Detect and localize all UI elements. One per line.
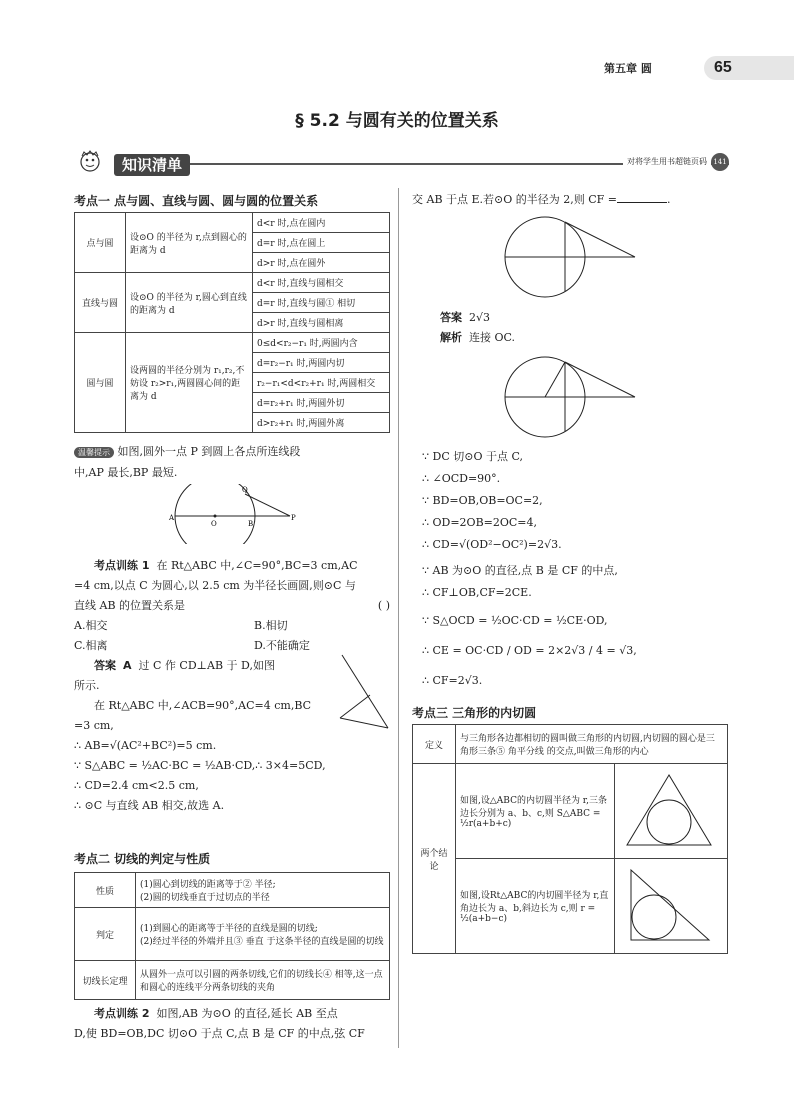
t1-case: d>r₂+r₁ 时,两圆外离	[253, 413, 390, 433]
t2-line: (1)到圆心的距离等于半径的直线是圆的切线;	[140, 924, 318, 934]
step: ∴ CF=2√3.	[422, 674, 483, 687]
t1-desc: 设⊙O 的半径为 r,圆心到直线的距离为 d	[126, 273, 253, 333]
ex1-option: D.不能确定	[254, 639, 310, 652]
ex2-line: 如图,AB 为⊙O 的直径,延长 AB 至点	[156, 1007, 338, 1020]
table-positions	[74, 212, 390, 433]
analysis-steps	[422, 446, 732, 692]
table-tangent	[74, 872, 390, 1000]
page-number: 65	[704, 56, 794, 80]
figure-right-incircle	[619, 865, 719, 945]
ex1-solution: 所示.	[74, 679, 100, 692]
t3-label: 两个结论	[413, 764, 456, 954]
knowledge-banner	[74, 150, 729, 178]
figure-ex2	[500, 210, 645, 305]
table-incircle	[412, 724, 728, 954]
ex1-solution: =3 cm,	[74, 719, 114, 732]
ex1-option: C.相离	[74, 639, 108, 652]
ex1-solution: ∴ CD=2.4 cm<2.5 cm,	[74, 779, 199, 792]
answer-value: 2√3	[469, 311, 491, 324]
t1-case: d=r 时,直线与圆① 相切	[253, 293, 390, 313]
step: ∵ BD=OB,OB=OC=2,	[422, 494, 543, 507]
tip-text-1: 如图,圆外一点 P 到圆上各点所连线段	[117, 445, 301, 458]
ex1-solution: ∵ S△ABC = ½AC·BC = ½AB·CD,∴ 3×4=5CD,	[74, 759, 326, 772]
triangle-abc	[627, 775, 711, 845]
ex1-solution: 过 C 作 CD⊥AB 于 D,如图	[138, 659, 275, 672]
fig-label-b: B	[248, 520, 254, 528]
chapter-label: 第五章 圆	[604, 62, 652, 75]
incircle	[647, 800, 691, 844]
ex2-continued: 交 AB 于点 E.若⊙O 的半径为 2,则 CF = .	[412, 193, 671, 206]
step: ∵ AB 为⊙O 的直径,点 B 是 CF 的中点,	[422, 564, 618, 577]
exercise-2	[74, 1004, 390, 1044]
analysis-label: 解析	[440, 331, 462, 344]
step: ∵ DC 切⊙O 于点 C,	[422, 450, 523, 463]
t1-case: d>r 时,点在圆外	[253, 253, 390, 273]
t1-case: d=r₂+r₁ 时,两圆外切	[253, 393, 390, 413]
step: ∴ CE = OC·CD / OD = 2×2√3 / 4 = √3,	[422, 644, 637, 657]
fig-label-o: O	[211, 520, 217, 528]
line-oc	[545, 362, 565, 397]
incircle	[632, 895, 676, 939]
t1-label: 直线与圆	[75, 273, 126, 333]
ex1-line: 在 Rt△ABC 中,∠C=90°,BC=3 cm,AC	[156, 559, 358, 572]
figure-ex2-analysis	[500, 350, 645, 445]
ex1-option: A.相交	[74, 619, 108, 632]
banner-title: 知识清单	[114, 154, 190, 176]
t3-conclusion: 如图,设△ABC的内切圆半径为 r,三条边长分别为 a、b、c,则 S△ABC = ½r(a+b+c)	[456, 764, 615, 859]
t1-case: 0≤d<r₂−r₁ 时,两圆内含	[253, 333, 390, 353]
fig-label-p: P	[291, 514, 296, 522]
step: ∵ S△OCD = ½OC·CD = ½CE·OD,	[422, 614, 608, 627]
t1-case: d=r 时,点在圆上	[253, 233, 390, 253]
step: ∴ CD=√(OD²−OC²)=2√3.	[422, 538, 562, 551]
t3-conclusion: 如图,设Rt△ABC的内切圆半径为 r,直角边长为 a、b,斜边长为 c,则 r = ½(a+b−c)	[456, 859, 615, 954]
line-cd	[565, 222, 635, 257]
fig-label-q: Q	[242, 486, 248, 494]
ex1-option: B.相切	[254, 619, 288, 632]
t1-case: d<r 时,直线与圆相交	[253, 273, 390, 293]
ex1-solution: ∴ AB=√(AC²+BC²)=5 cm.	[74, 739, 217, 752]
t2-label: 判定	[75, 908, 136, 961]
ex1-line: 直线 AB 的位置关系是	[74, 599, 186, 612]
analysis-row	[440, 328, 515, 348]
t1-label: 圆与圆	[75, 333, 126, 433]
section-title: § 5.2 与圆有关的位置关系	[295, 111, 499, 131]
tip-block	[74, 442, 390, 483]
t3-label: 定义	[413, 725, 456, 764]
analysis-first: 连接 OC.	[469, 331, 516, 344]
t1-desc: 设⊙O 的半径为 r,点到圆心的距离为 d	[126, 213, 253, 273]
ex2-line: D,使 BD=OB,DC 切⊙O 于点 C,点 B 是 CF 的中点,弦 CF	[74, 1027, 365, 1040]
t3-figure-cell	[615, 859, 728, 954]
ex1-line: =4 cm,以点 C 为圆心,以 2.5 cm 为半径长画圆,则⊙C 与	[74, 579, 356, 592]
line-cd	[565, 362, 635, 397]
tip-text-2: 中,AP 最长,BP 最短.	[74, 466, 178, 479]
t2-line: 从圆外一点可以引圆的两条切线,它们的切线长④ 相等,这一点和圆心的连线平分两条切线的夹角	[136, 961, 390, 1000]
t3-def: 与三角形各边都相切的圆叫做三角形的内切圆,内切圆的圆心是三角形三条⑤ 角平分线 的交点,叫做三角形的内心	[456, 725, 728, 764]
figure-triangle	[330, 650, 390, 730]
tip-tag: 温馨提示	[74, 447, 114, 458]
figure-point-circle	[160, 484, 300, 544]
t1-case: d>r 时,直线与圆相离	[253, 313, 390, 333]
center-dot	[214, 515, 217, 518]
column-divider	[398, 188, 399, 1048]
banner-link-text: 对将学生用书超链页码	[623, 156, 711, 167]
answer-blank	[617, 202, 667, 203]
t2-line: (1)圆心到切线的距离等于② 半径;	[140, 880, 276, 890]
t1-desc: 设两圆的半径分别为 r₁,r₂,不妨设 r₂>r₁,两圆圆心间的距离为 d	[126, 333, 253, 433]
k2-heading: 考点二 切线的判定与性质	[74, 852, 211, 866]
ex1-title: 考点训练 1	[94, 559, 150, 572]
step: ∴ ∠OCD=90°.	[422, 472, 501, 485]
t2-label: 性质	[75, 873, 136, 908]
t1-case: d<r 时,点在圆内	[253, 213, 390, 233]
t1-case: d=r₂−r₁ 时,两圆内切	[253, 353, 390, 373]
ex1-answer: A	[123, 659, 132, 672]
line-cd	[340, 695, 370, 718]
line-ab	[342, 655, 388, 728]
answer-label: 答案	[440, 311, 462, 324]
figure-incircle	[619, 770, 719, 850]
t1-label: 点与圆	[75, 213, 126, 273]
t2-line: (2)圆的切线垂直于过切点的半径	[140, 893, 270, 903]
fig-label-a: A	[169, 514, 175, 522]
k3-heading: 考点三 三角形的内切圆	[412, 706, 537, 720]
ex1-paren: ( )	[377, 599, 390, 612]
k1-heading: 考点一 点与圆、直线与圆、圆与圆的位置关系	[74, 194, 319, 208]
line-qp	[245, 494, 290, 516]
t1-case: r₂−r₁<d<r₂+r₁ 时,两圆相交	[253, 373, 390, 393]
ex1-answer-label: 答案	[94, 659, 116, 672]
mascot-icon	[74, 150, 114, 178]
t2-label: 切线长定理	[75, 961, 136, 1000]
ex2-title: 考点训练 2	[94, 1007, 150, 1020]
triangle-right	[631, 870, 709, 940]
ex1-solution: ∴ ⊙C 与直线 AB 相交,故选 A.	[74, 799, 225, 812]
ex1-solution: 在 Rt△ABC 中,∠ACB=90°,AC=4 cm,BC	[94, 699, 312, 712]
answer-row	[440, 308, 490, 328]
ex2-line: 交 AB 于点 E.若⊙O 的半径为 2,则 CF =	[412, 193, 618, 206]
t2-line: (2)经过半径的外端并且③ 垂直 于这条半径的直线是圆的切线	[140, 937, 384, 947]
t3-figure-cell	[615, 764, 728, 859]
step: ∴ OD=2OB=2OC=4,	[422, 516, 538, 529]
line-cb	[340, 718, 388, 728]
step: ∴ CF⊥OB,CF=2CE.	[422, 586, 532, 599]
banner-page-badge: 141	[711, 153, 729, 171]
